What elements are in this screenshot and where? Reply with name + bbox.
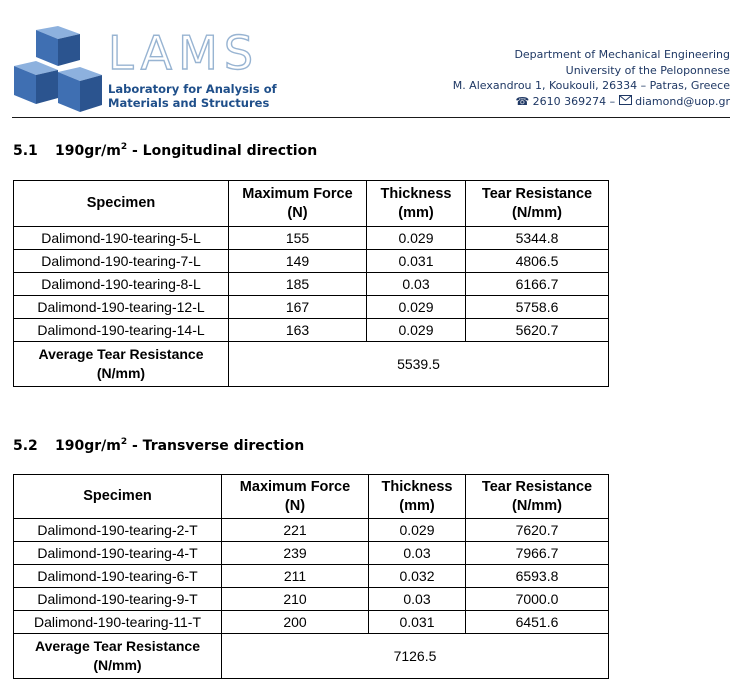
table-row xyxy=(14,519,609,542)
thickness-cell: 0.029 xyxy=(369,519,466,542)
section-grammage: 190gr/m xyxy=(55,143,121,159)
specimen-cell: Dalimond-190-tearing-6-T xyxy=(14,565,222,588)
table-row xyxy=(14,273,609,296)
specimen-cell: Dalimond-190-tearing-11-T xyxy=(14,611,222,634)
phone-number: 2610 369274 xyxy=(532,94,607,108)
table-row xyxy=(14,565,609,588)
col-header-thickness-unit: (mm) xyxy=(399,497,435,514)
col-header-thickness xyxy=(367,181,466,227)
resistance-cell: 7620.7 xyxy=(466,519,609,542)
col-header-resistance xyxy=(466,475,609,519)
table-row xyxy=(14,588,609,611)
thickness-cell: 0.031 xyxy=(367,250,466,273)
force-cell: 221 xyxy=(222,519,369,542)
force-cell: 211 xyxy=(222,565,369,588)
section-number: 5.1 xyxy=(13,143,38,159)
header-rule xyxy=(12,117,730,118)
col-header-force-unit: (N) xyxy=(287,204,308,221)
col-header-force-unit: (N) xyxy=(284,497,306,514)
envelope-icon xyxy=(619,94,632,110)
table-row xyxy=(14,611,609,634)
specimen-cell: Dalimond-190-tearing-7-L xyxy=(14,250,229,273)
average-label-line2: (N/mm) xyxy=(96,365,146,381)
thickness-cell: 0.031 xyxy=(369,611,466,634)
address-department: Department of Mechanical Engineering xyxy=(514,48,730,61)
force-cell: 200 xyxy=(222,611,369,634)
force-cell: 167 xyxy=(229,296,367,319)
thickness-cell: 0.03 xyxy=(367,273,466,296)
force-cell: 185 xyxy=(229,273,367,296)
table-row xyxy=(14,542,609,565)
average-label xyxy=(14,634,222,679)
section-exponent: 2 xyxy=(120,142,128,152)
col-header-force-label: Maximum Force xyxy=(242,185,353,202)
col-header-resistance-unit: (N/mm) xyxy=(512,497,562,514)
col-header-thickness-label: Thickness xyxy=(381,478,453,495)
average-row xyxy=(14,342,609,387)
lams-wordmark: LAMS xyxy=(108,26,260,80)
force-cell: 149 xyxy=(229,250,367,273)
table-row xyxy=(14,227,609,250)
thickness-cell: 0.03 xyxy=(369,588,466,611)
col-header-thickness xyxy=(369,475,466,519)
resistance-cell: 7000.0 xyxy=(466,588,609,611)
force-cell: 239 xyxy=(222,542,369,565)
resistance-cell: 6593.8 xyxy=(466,565,609,588)
resistance-cell: 5620.7 xyxy=(466,319,609,342)
section-heading-transverse xyxy=(13,438,304,454)
force-cell: 155 xyxy=(229,227,367,250)
specimen-cell: Dalimond-190-tearing-9-T xyxy=(14,588,222,611)
average-value: 5539.5 xyxy=(229,342,609,387)
resistance-cell: 5344.8 xyxy=(466,227,609,250)
thickness-cell: 0.029 xyxy=(367,319,466,342)
lams-subtitle-line1: Laboratory for Analysis of xyxy=(108,82,277,96)
force-cell: 163 xyxy=(229,319,367,342)
lams-subtitle-line2: Materials and Structures xyxy=(108,96,270,110)
table-row xyxy=(14,250,609,273)
average-row xyxy=(14,634,609,679)
address-contact xyxy=(453,94,730,110)
thickness-cell: 0.03 xyxy=(369,542,466,565)
specimen-cell: Dalimond-190-tearing-4-T xyxy=(14,542,222,565)
col-header-resistance xyxy=(466,181,609,227)
resistance-cell: 6166.7 xyxy=(466,273,609,296)
col-header-resistance-label: Tear Resistance xyxy=(481,478,593,495)
telephone-icon: ☎ xyxy=(515,94,530,108)
resistance-cell: 6451.6 xyxy=(466,611,609,634)
address-block xyxy=(453,47,730,109)
specimen-cell: Dalimond-190-tearing-2-T xyxy=(14,519,222,542)
specimen-cell: Dalimond-190-tearing-8-L xyxy=(14,273,229,296)
table-row xyxy=(14,319,609,342)
section-number: 5.2 xyxy=(13,438,38,454)
col-header-thickness-unit: (mm) xyxy=(398,204,434,221)
section-grammage: 190gr/m xyxy=(55,438,121,454)
section-direction: - Transverse direction xyxy=(132,438,305,454)
section-exponent: 2 xyxy=(120,437,128,447)
col-header-force xyxy=(222,475,369,519)
section-heading-longitudinal xyxy=(13,143,317,159)
average-label-line1: Average Tear Resistance xyxy=(35,638,200,654)
section-direction: - Longitudinal direction xyxy=(132,143,318,159)
longitudinal-table xyxy=(13,180,609,387)
col-header-resistance-label: Tear Resistance xyxy=(481,185,593,202)
resistance-cell: 7966.7 xyxy=(466,542,609,565)
contact-separator: – xyxy=(609,94,616,108)
lams-cubes-logo xyxy=(12,26,104,114)
resistance-cell: 4806.5 xyxy=(466,250,609,273)
specimen-cell: Dalimond-190-tearing-12-L xyxy=(14,296,229,319)
thickness-cell: 0.029 xyxy=(367,227,466,250)
thickness-cell: 0.029 xyxy=(367,296,466,319)
average-label-line2: (N/mm) xyxy=(93,657,142,673)
col-header-specimen: Specimen xyxy=(14,475,222,519)
address-university: University of the Peloponnese xyxy=(565,63,730,77)
average-label xyxy=(14,342,229,387)
col-header-thickness-label: Thickness xyxy=(380,185,452,202)
resistance-cell: 5758.6 xyxy=(466,296,609,319)
table-row xyxy=(14,296,609,319)
col-header-specimen: Specimen xyxy=(14,181,229,227)
thickness-cell: 0.032 xyxy=(369,565,466,588)
specimen-cell: Dalimond-190-tearing-5-L xyxy=(14,227,229,250)
lams-subtitle xyxy=(108,82,277,110)
transverse-table xyxy=(13,474,609,679)
address-street: M. Alexandrou 1, Koukouli, 26334 – Patras, Greece xyxy=(452,79,730,92)
col-header-force-label: Maximum Force xyxy=(239,478,351,495)
force-cell: 210 xyxy=(222,588,369,611)
col-header-force xyxy=(229,181,367,227)
email-address: diamond@uop.gr xyxy=(635,94,730,108)
col-header-resistance-unit: (N/mm) xyxy=(512,204,562,221)
specimen-cell: Dalimond-190-tearing-14-L xyxy=(14,319,229,342)
average-value: 7126.5 xyxy=(222,634,609,679)
average-label-line1: Average Tear Resistance xyxy=(38,346,204,362)
